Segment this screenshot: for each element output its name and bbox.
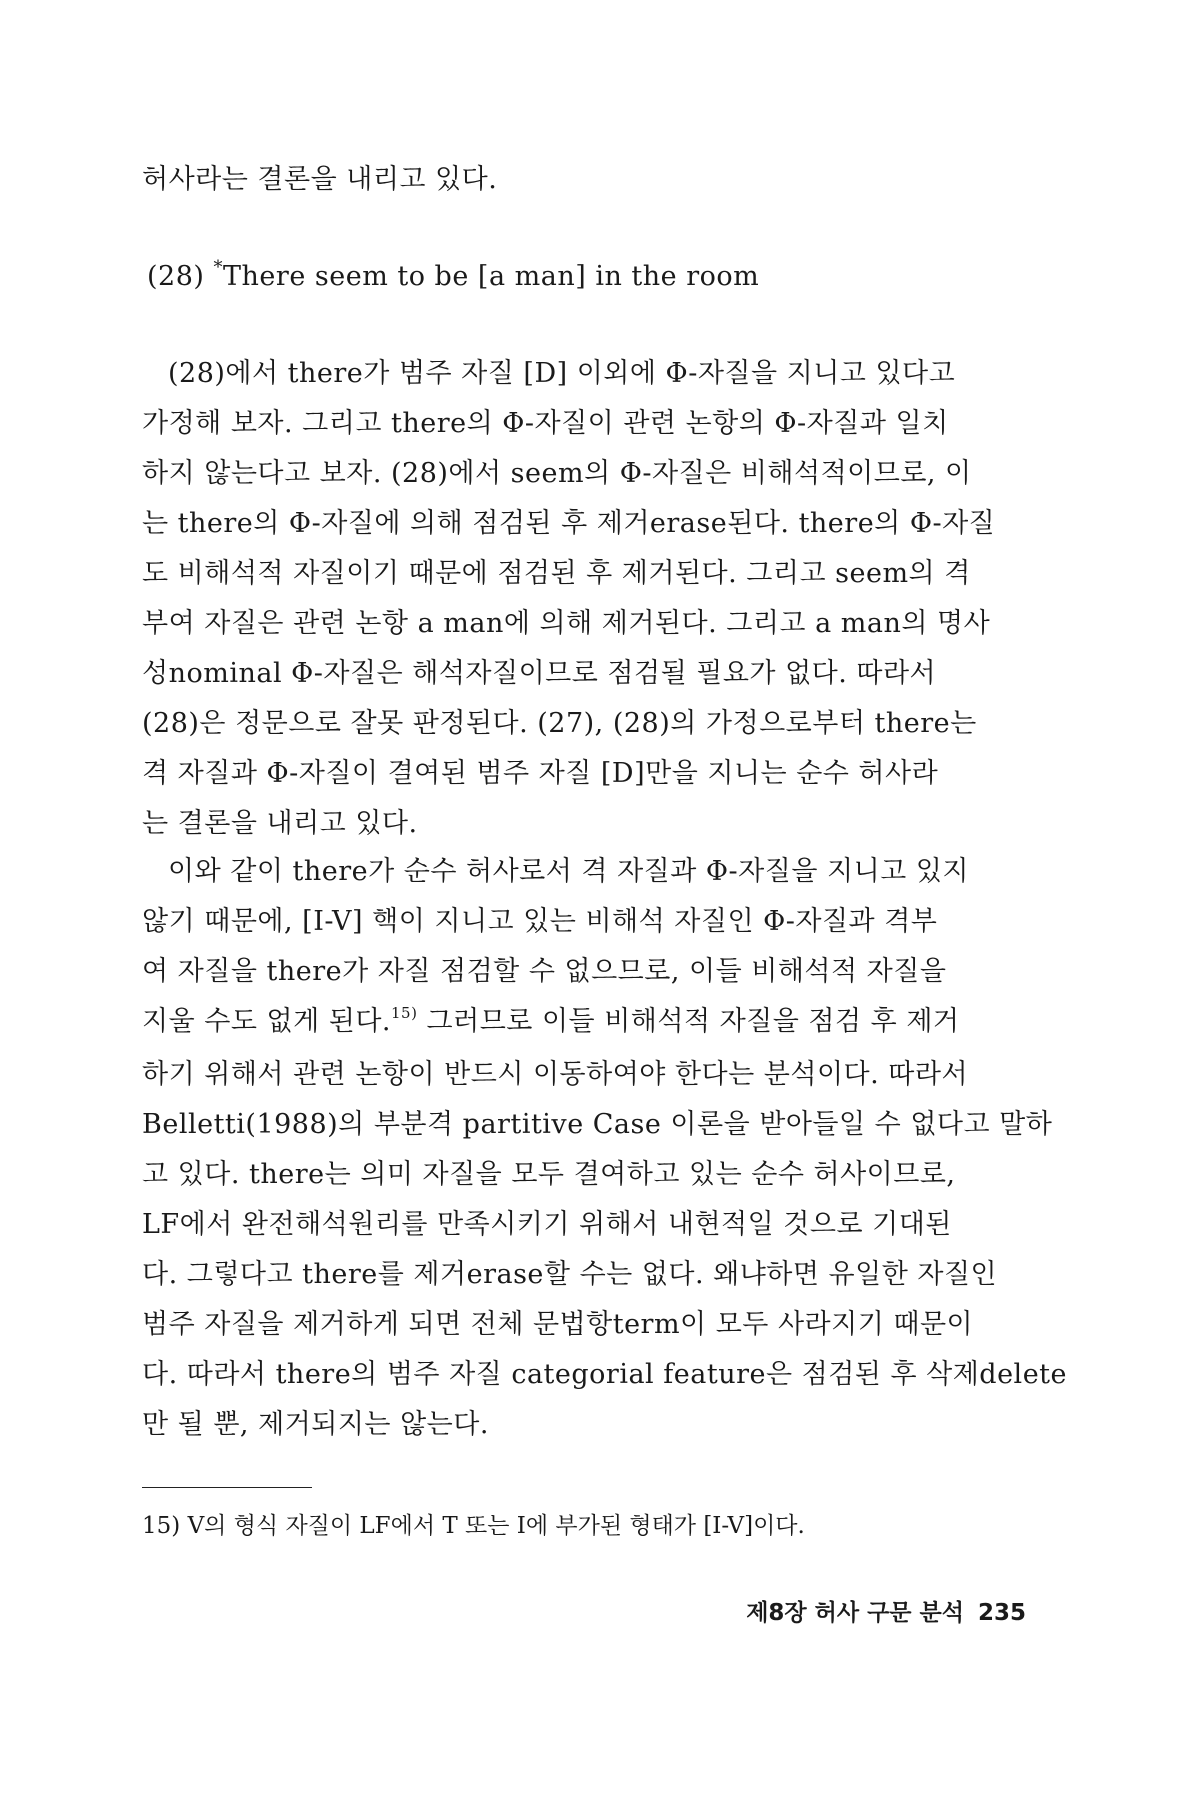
paragraph-line: 는 there의 Φ-자질에 의해 점검된 후 제거erase된다. there의 Φ-자질 — [142, 508, 996, 539]
paragraph-line: Belletti(1988)의 부분격 partitive Case 이론을 받아들일 수 없다고 말하 — [142, 1109, 1053, 1140]
example-number: (28) — [147, 261, 205, 292]
paragraph-line-continuation: 그러므로 이들 비해석적 자질을 점검 후 제거 — [417, 1006, 960, 1037]
example-sentence: There seem to be [a man] in the room — [223, 261, 760, 292]
paragraph-line-text: 지울 수도 없게 된다. — [142, 1006, 391, 1037]
footnote-number: 15) — [142, 1513, 181, 1539]
running-footer — [746, 1595, 1026, 1631]
paragraph-line: 않기 때문에, [I-V] 핵이 지니고 있는 비해석 자질인 Φ-자질과 격부 — [142, 906, 938, 937]
page-number: 235 — [977, 1600, 1026, 1626]
paragraph-line: 성nominal Φ-자질은 해석자질이므로 점검될 필요가 없다. 따라서 — [142, 658, 937, 689]
chapter-title: 제8장 허사 구문 분석 — [746, 1600, 964, 1626]
paragraph-line: 고 있다. there는 의미 자질을 모두 결여하고 있는 순수 허사이므로, — [142, 1159, 956, 1190]
footnote-divider — [142, 1487, 312, 1488]
paragraph-line: 는 결론을 내리고 있다. — [142, 808, 418, 839]
paragraph-line: 격 자질과 Φ-자질이 결여된 범주 자질 [D]만을 지니는 순수 허사라 — [142, 758, 939, 789]
paragraph-1 — [142, 349, 1027, 849]
paragraph-2 — [142, 847, 1067, 1450]
paragraph-line: (28)은 정문으로 잘못 판정된다. (27), (28)의 가정으로부터 there는 — [142, 708, 977, 739]
paragraph-line: 도 비해석적 자질이기 때문에 점검된 후 제거된다. 그리고 seem의 격 — [142, 558, 971, 589]
paragraph-line: 범주 자질을 제거하게 되면 전체 문법항term이 모두 사라지기 때문이 — [142, 1309, 974, 1340]
paragraph-line: 가정해 보자. 그리고 there의 Φ-자질이 관련 논항의 Φ-자질과 일치 — [142, 408, 949, 439]
ungrammatical-star: * — [213, 257, 224, 278]
example-28 — [147, 252, 1032, 305]
footnote-text: V의 형식 자질이 LF에서 T 또는 I에 부가된 형태가 [I-V]이다. — [187, 1513, 805, 1539]
paragraph-line: 다. 따라서 there의 범주 자질 categorial feature은 점검된 후 삭제delete — [142, 1359, 1067, 1390]
paragraph-line: 하기 위해서 관련 논항이 반드시 이동하여야 한다는 분석이다. 따라서 — [142, 1059, 969, 1090]
paragraph-line: 부여 자질은 관련 논항 a man에 의해 제거된다. 그리고 a man의 명사 — [142, 608, 991, 639]
paragraph-line: 다. 그렇다고 there를 제거erase할 수는 없다. 왜냐하면 유일한 자질인 — [142, 1259, 998, 1290]
footnote — [142, 1508, 805, 1544]
paragraph-line: LF에서 완전해석원리를 만족시키기 위해서 내현적일 것으로 기대된 — [142, 1209, 952, 1240]
paragraph-line: 하지 않는다고 보자. (28)에서 seem의 Φ-자질은 비해석적이므로, 이 — [142, 458, 972, 489]
paragraph-line: 만 될 뿐, 제거되지는 않는다. — [142, 1409, 489, 1440]
intro-text: 허사라는 결론을 내리고 있다. — [142, 164, 498, 195]
paragraph-line: 이와 같이 there가 순수 허사로서 격 자질과 Φ-자질을 지니고 있지 — [168, 856, 969, 887]
paragraph-line-with-footnote — [142, 997, 1027, 1050]
paragraph-line: 여 자질을 there가 자질 점검할 수 없으므로, 이들 비해석적 자질을 — [142, 956, 947, 987]
footnote-reference[interactable]: 15) — [391, 1004, 418, 1022]
paragraph-line: (28)에서 there가 범주 자질 [D] 이외에 Φ-자질을 지니고 있다고 — [168, 358, 956, 389]
intro-line — [142, 155, 1027, 205]
